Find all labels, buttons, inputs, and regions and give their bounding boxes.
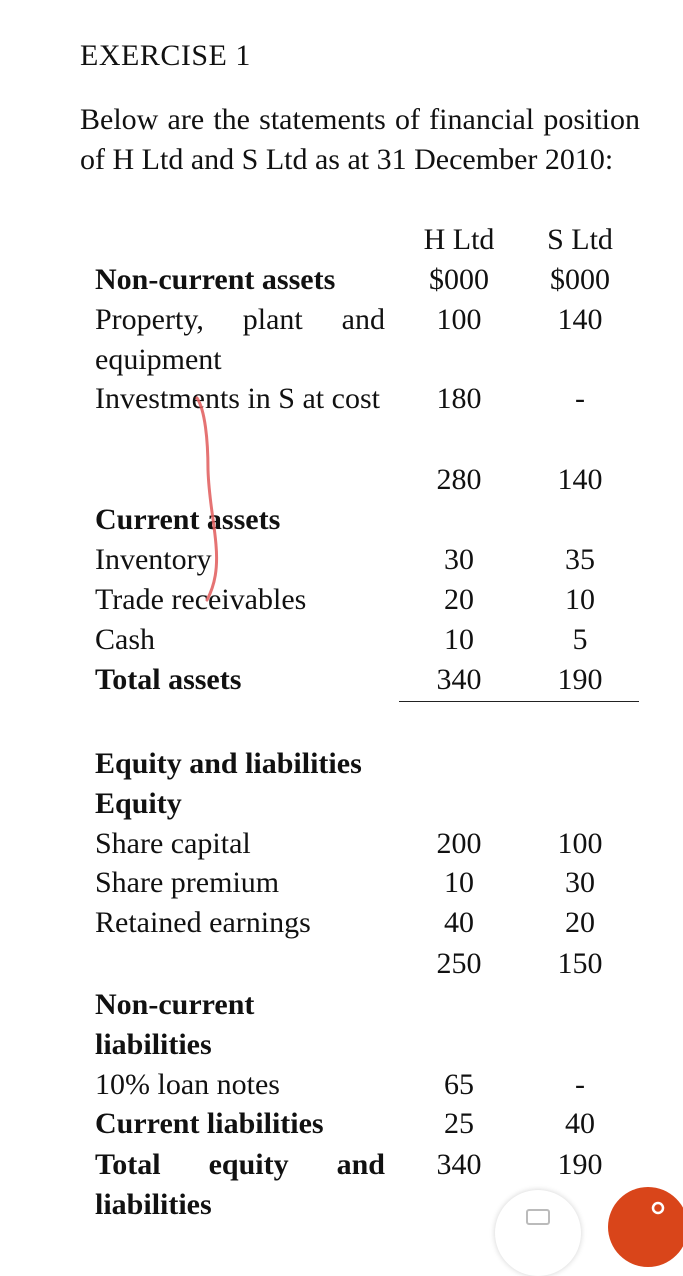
cell-h: 30 — [444, 543, 474, 576]
total-underline — [399, 701, 639, 702]
row-label: Property, plant and equipment — [95, 303, 385, 376]
cell-h: 20 — [444, 583, 474, 616]
row-label: 10% loan notes — [95, 1068, 280, 1101]
cell-h: 340 — [436, 1148, 482, 1181]
column-header-row — [0, 220, 683, 260]
row-label: Share capital — [95, 827, 251, 860]
cell-s: 150 — [557, 947, 603, 980]
row-label: Trade receivables — [95, 583, 307, 616]
section-heading: Current liabilities — [95, 1107, 324, 1140]
subtotal-row — [0, 460, 683, 500]
table-row — [0, 1145, 683, 1221]
section-heading: Equity and liabilities — [95, 747, 362, 780]
cell-h: 200 — [436, 827, 482, 860]
row-label: Total equity and liabilities — [95, 1148, 385, 1221]
table-row — [0, 500, 683, 540]
comment-icon — [495, 1190, 581, 1276]
table-row — [0, 744, 683, 784]
table-row — [0, 300, 683, 376]
cell-h: 340 — [436, 663, 482, 696]
table-row — [0, 903, 683, 943]
exercise-title: EXERCISE 1 — [80, 39, 251, 72]
section-heading: Equity — [95, 787, 182, 820]
cell-s: 100 — [557, 827, 603, 860]
cell-s: 10 — [565, 583, 595, 616]
table-row — [0, 620, 683, 660]
table-row — [0, 985, 683, 1061]
cell-s: 190 — [557, 1148, 603, 1181]
table-row — [0, 824, 683, 864]
cell-h: 10 — [444, 623, 474, 656]
row-label: Investments in S at cost — [95, 382, 380, 415]
subtotal-row — [0, 944, 683, 984]
table-row — [0, 1104, 683, 1144]
table-row — [0, 540, 683, 580]
cell-s: 5 — [572, 623, 588, 656]
table-row — [0, 660, 683, 700]
row-label: Retained earnings — [95, 906, 311, 939]
section-heading: Non-current assets — [95, 263, 336, 296]
cell-s: 40 — [565, 1107, 595, 1140]
table-row — [0, 580, 683, 620]
cell-s: 140 — [557, 303, 603, 336]
cell-h: 25 — [444, 1107, 474, 1140]
row-label: Inventory — [95, 543, 212, 576]
comment-button[interactable] — [495, 1190, 581, 1276]
cell-h: 180 — [436, 382, 482, 415]
cell-h: 100 — [436, 303, 482, 336]
row-label: Share premium — [95, 866, 280, 899]
column-header-s: S Ltd — [547, 223, 613, 256]
row-label: Total assets — [95, 663, 242, 696]
cell-s: 190 — [557, 663, 603, 696]
table-row — [0, 863, 683, 903]
profile-button[interactable] — [608, 1187, 683, 1267]
cell-s: - — [575, 1068, 585, 1101]
table-row — [0, 260, 683, 300]
cell-h: 280 — [436, 463, 482, 496]
section-heading: Current assets — [95, 503, 281, 536]
section-heading: Non-current liabilities — [95, 988, 255, 1061]
user-icon — [608, 1187, 683, 1267]
cell-s: $000 — [550, 263, 610, 296]
row-label: Cash — [95, 623, 155, 656]
cell-h: 10 — [444, 866, 474, 899]
cell-s: 20 — [565, 906, 595, 939]
table-row — [0, 379, 683, 419]
cell-s: - — [575, 382, 585, 415]
table-row — [0, 784, 683, 824]
intro-paragraph: Below are the statements of financial position of H Ltd and S Ltd as at 31 December 2010: — [80, 103, 640, 176]
column-header-h: H Ltd — [423, 223, 495, 256]
cell-h: 65 — [444, 1068, 474, 1101]
table-row — [0, 1065, 683, 1105]
cell-h: 40 — [444, 906, 474, 939]
cell-s: 35 — [565, 543, 595, 576]
cell-h: 250 — [436, 947, 482, 980]
cell-s: 30 — [565, 866, 595, 899]
cell-h: $000 — [429, 263, 489, 296]
cell-s: 140 — [557, 463, 603, 496]
